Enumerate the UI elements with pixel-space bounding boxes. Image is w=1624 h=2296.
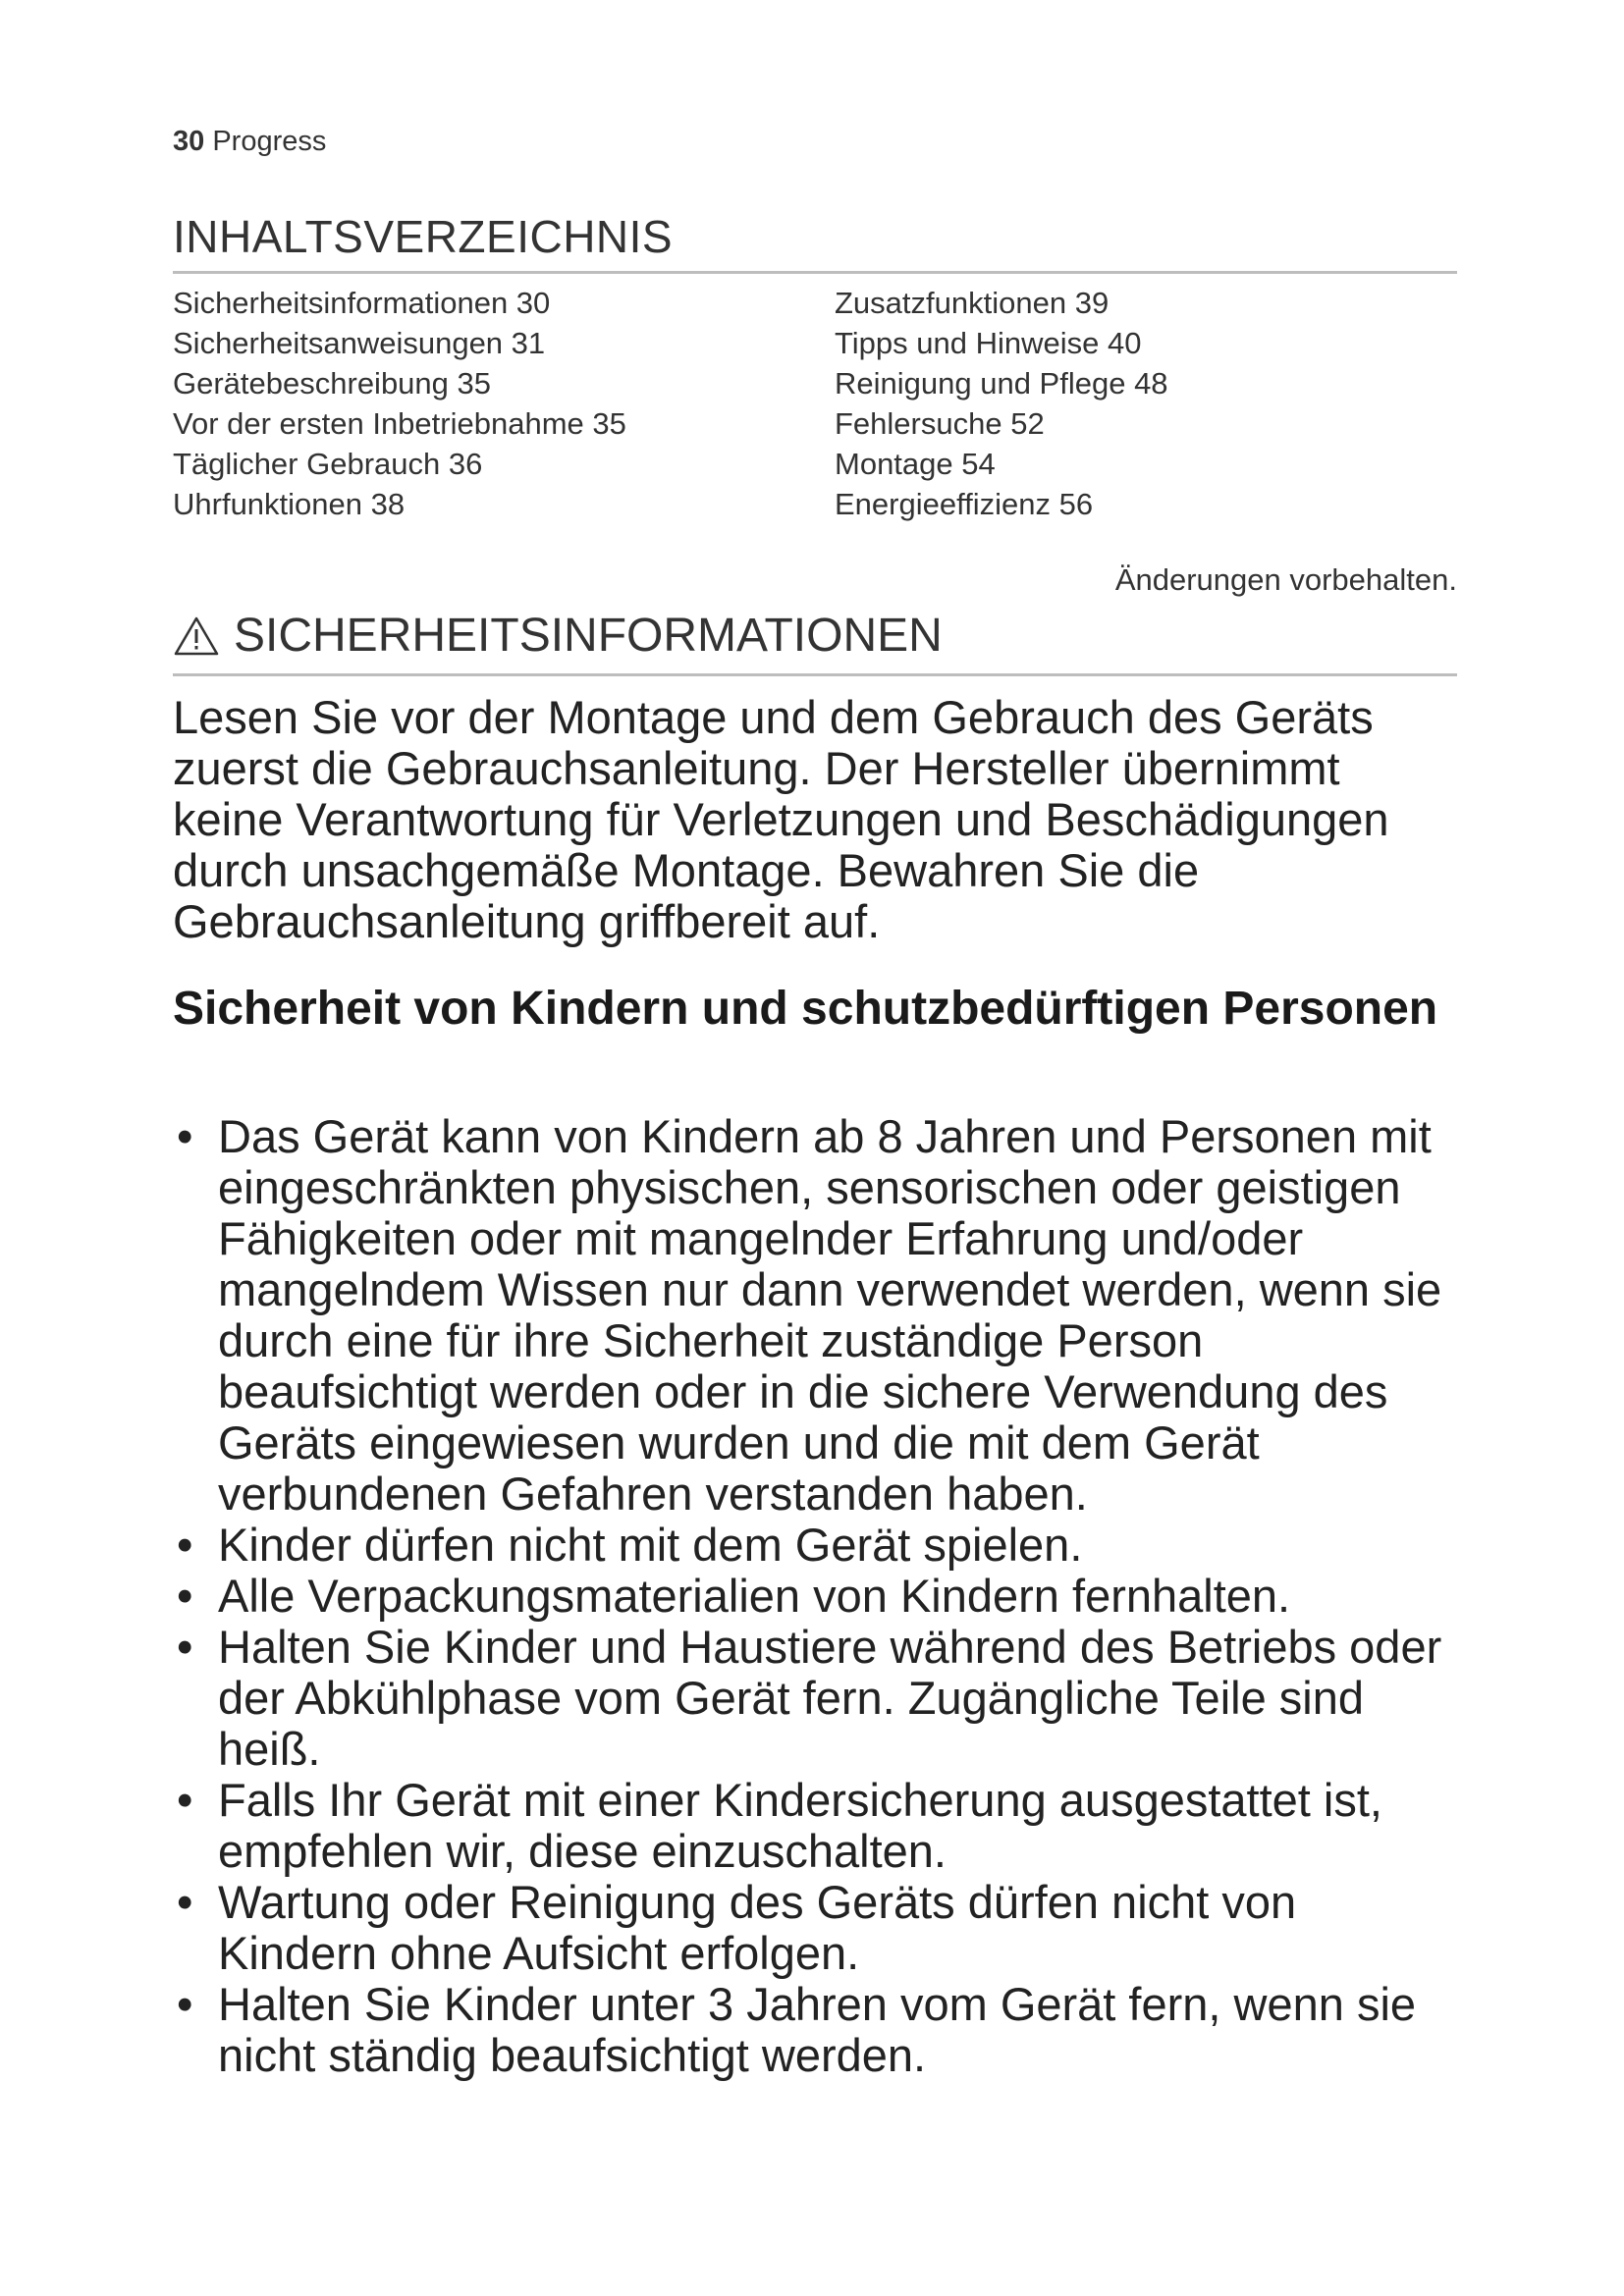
toc-item: Uhrfunktionen 38 (173, 487, 406, 521)
bullet-icon: • (177, 1876, 193, 1928)
toc-item: Fehlersuche 52 (835, 406, 1045, 441)
toc-item: Sicherheitsinformationen 30 (173, 286, 551, 320)
toc-item: Zusatzfunktionen 39 (835, 286, 1110, 320)
toc-item: Montage 54 (835, 447, 996, 481)
bullet-icon: • (177, 1110, 193, 1162)
list-item: • Alle Verpackungsmaterialien von Kindern fernhalten. (177, 1570, 1291, 1622)
warning-triangle-icon (173, 615, 220, 657)
safety-intro-paragraph: Lesen Sie vor der Montage und dem Gebrauch des Geräts zuerst die Gebrauchsanleitung. Der Hersteller übernimmt keine Verantwortung für Verletzungen und Beschädigungen durch unsachgemäße Montage. Bewahren Sie die Gebrauchsanleitung griffbereit auf. (173, 691, 1389, 947)
page-number: 30 (173, 126, 205, 157)
bullet-icon: • (177, 1570, 193, 1622)
toc-right-column (835, 283, 1168, 524)
children-safety-heading: Sicherheit von Kindern und schutzbedürftigen Personen (173, 983, 1438, 1035)
list-item: • Wartung oder Reinigung des Geräts dürfen nicht von Kindern ohne Aufsicht erfolgen. (177, 1876, 1297, 1979)
children-safety-list (173, 1111, 1459, 2081)
toc-item: Täglicher Gebrauch 36 (173, 447, 483, 481)
list-item: • Das Gerät kann von Kindern ab 8 Jahren und Personen mit eingeschränkten physischen, sensorischen oder geistigen Fähigkeiten oder mit mangelnder Erfahrung und/oder mangelndem Wissen nur dann verwendet werden, wenn sie durch eine für ihre Sicherheit zuständige Person beaufsichtigt werden oder in die sichere Verwendung des Geräts eingewiesen wurden und die mit dem Gerät verbundenen Gefahren verstanden haben. (177, 1110, 1442, 1520)
list-item: • Halten Sie Kinder unter 3 Jahren vom Gerät fern, wenn sie nicht ständig beaufsichtigt werden. (177, 1978, 1417, 2081)
safety-section-title (173, 609, 943, 663)
changes-note: Änderungen vorbehalten. (1114, 562, 1457, 597)
list-item: • Kinder dürfen nicht mit dem Gerät spielen. (177, 1519, 1083, 1571)
bullet-icon: • (177, 1519, 193, 1571)
safety-title-text: SICHERHEITSINFORMATIONEN (234, 610, 943, 662)
toc-item: Tipps und Hinweise 40 (835, 326, 1142, 360)
page-header (173, 126, 326, 158)
bullet-icon: • (177, 1774, 193, 1826)
toc-item: Vor der ersten Inbetriebnahme 35 (173, 406, 626, 441)
list-item: • Halten Sie Kinder und Haustiere während des Betriebs oder der Abkühlphase vom Gerät fern. Zugängliche Teile sind heiß. (177, 1621, 1442, 1775)
bullet-icon: • (177, 1978, 193, 2030)
list-item: • Falls Ihr Gerät mit einer Kindersicherung ausgestattet ist, empfehlen wir, diese einzuschalten. (177, 1774, 1382, 1877)
toc-divider (173, 271, 1457, 274)
bullet-icon: • (177, 1621, 193, 1673)
toc-item: Gerätebeschreibung 35 (173, 366, 492, 400)
toc-title: INHALTSVERZEICHNIS (173, 211, 674, 262)
brand-name: Progress (212, 126, 327, 157)
toc-item: Energieeffizienz 56 (835, 487, 1094, 521)
toc-item: Sicherheitsanweisungen 31 (173, 326, 546, 360)
toc-left-column (173, 283, 626, 524)
toc-item: Reinigung und Pflege 48 (835, 366, 1168, 400)
safety-divider (173, 673, 1457, 676)
